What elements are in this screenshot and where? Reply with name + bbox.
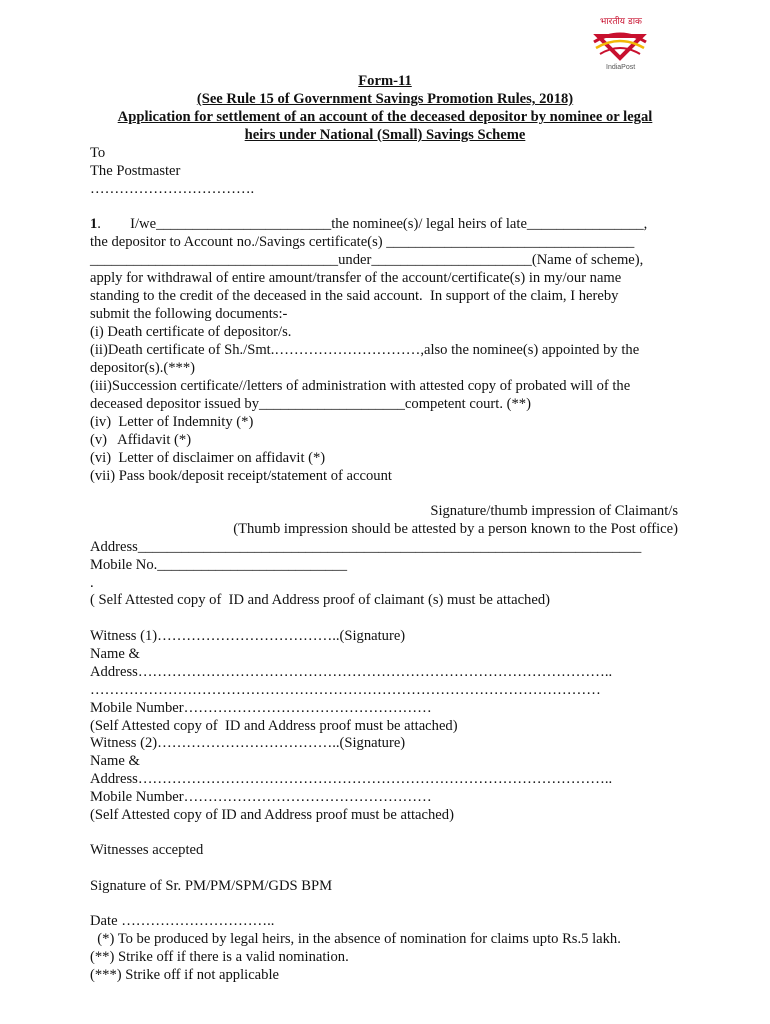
witness1-address-field[interactable]: Address…………………………………………………………………………………….. [90, 664, 613, 680]
witness2-mobile-field[interactable]: Mobile Number…………………………………………… [90, 789, 432, 805]
scheme-name-field[interactable]: __________________________________under______________________(Name of scheme), [90, 252, 644, 268]
date-field[interactable]: Date ………………………….. [90, 913, 275, 929]
witness1-address-field-line2[interactable]: …………………………………………………………………………………………… [90, 682, 601, 698]
thumb-impression-note: (Thumb impression should be attested by a person known to the Post office) [233, 521, 678, 537]
witness2-id-note: (Self Attested copy of ID and Address proof must be attached) [90, 807, 454, 823]
item-number: 1 [90, 216, 98, 232]
witness2-address-field[interactable]: Address…………………………………………………………………………………….. [90, 771, 613, 787]
postmaster-office-field[interactable]: ……………………………. [90, 181, 255, 197]
rule-reference: (See Rule 15 of Government Savings Promotion Rules, 2018) [196, 91, 574, 107]
document-item-4: (iv) Letter of Indemnity (*) [90, 414, 254, 430]
document-item-2-cont: depositor(s).(***) [90, 360, 195, 376]
footnote-3: (***) Strike off if not applicable [90, 967, 279, 983]
document-item-7: (vii) Pass book/deposit receipt/statement of account [90, 468, 392, 484]
witnesses-accepted-label: Witnesses accepted [90, 842, 204, 858]
official-signature-label: Signature of Sr. PM/PM/SPM/GDS BPM [90, 878, 333, 894]
account-number-field[interactable]: the depositor to Account no./Savings certificate(s) __________________________________ [90, 234, 635, 250]
claimant-names-field[interactable]: I/we________________________the nominee(s)/ legal heirs of late________________, [100, 216, 648, 232]
document-item-5: (v) Affidavit (*) [90, 432, 192, 448]
paragraph-1-line4: apply for withdrawal of entire amount/transfer of the account/certificate(s) in my/our name [90, 270, 622, 286]
witness1-mobile-field[interactable]: Mobile Number…………………………………………… [90, 700, 432, 716]
paragraph-1-line6: submit the following documents:- [90, 306, 288, 322]
document-item-3: (iii)Succession certificate//letters of administration with attested copy of probated will of the [90, 378, 631, 394]
document-item-2[interactable]: (ii)Death certificate of Sh./Smt.…………………………,also the nominee(s) appointed by the [90, 342, 640, 358]
witness1-id-note: (Self Attested copy of ID and Address proof must be attached) [90, 718, 458, 734]
document-item-6: (vi) Letter of disclaimer on affidavit (*) [90, 450, 326, 466]
logo-hindi-text: भारतीय डाक [600, 17, 642, 27]
paragraph-1-line1[interactable] [90, 215, 647, 233]
item-number-dot: . [97, 216, 101, 232]
footnote-2: (**) Strike off if there is a valid nomination. [90, 949, 349, 965]
document-item-3-cont[interactable]: deceased depositor issued by____________________competent court. (**) [90, 396, 531, 412]
form-number: Form-11 [358, 73, 412, 89]
form-title-line2: heirs under National (Small) Savings Scheme [244, 127, 526, 143]
paragraph-1-line5: standing to the credit of the deceased in the said account. In support of the claim, I hereby [90, 288, 619, 304]
witness2-signature-field[interactable]: Witness (2)………………………………..(Signature) [90, 735, 406, 751]
witness2-name-label: Name & [90, 753, 140, 769]
separator-dot: . [90, 575, 94, 591]
claimant-address-field[interactable]: Address_____________________________________________________________________ [90, 539, 642, 555]
footnote-1: (*) To be produced by legal heirs, in the absence of nomination for claims upto Rs.5 lakh. [90, 931, 621, 947]
witness1-name-label: Name & [90, 646, 140, 662]
claimant-signature-label: Signature/thumb impression of Claimant/s [430, 503, 678, 519]
witness1-signature-field[interactable]: Witness (1)………………………………..(Signature) [90, 628, 406, 644]
document-item-1: (i) Death certificate of depositor/s. [90, 324, 292, 340]
form-title-line1: Application for settlement of an account of the deceased depositor by nominee or legal [117, 109, 653, 125]
claimant-id-note: ( Self Attested copy of ID and Address proof of claimant (s) must be attached) [90, 592, 550, 608]
to-label: To [90, 145, 106, 161]
postmaster-label: The Postmaster [90, 163, 181, 179]
claimant-mobile-field[interactable]: Mobile No.__________________________ [90, 557, 348, 573]
logo-brand-text: IndiaPost [606, 64, 636, 71]
